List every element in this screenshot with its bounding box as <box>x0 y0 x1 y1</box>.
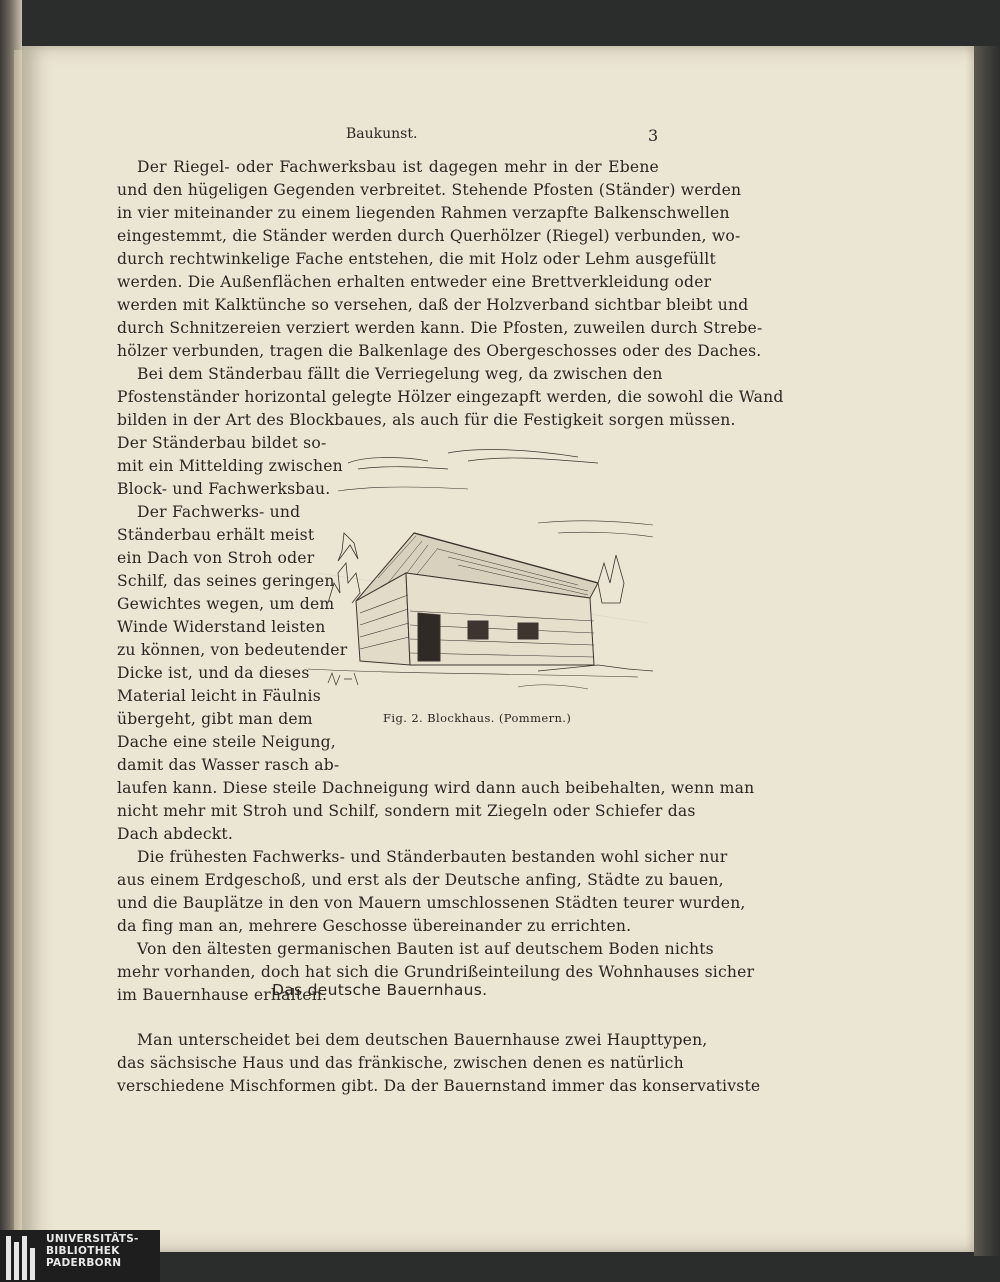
text-line: Dicke ist, und da dieses <box>117 664 310 682</box>
text-line: mehr vorhanden, doch hat sich die Grundrißeinteilung des Wohnhauses sicher <box>117 963 755 981</box>
text-line: damit das Wasser rasch ab- <box>117 756 340 774</box>
text-line: Schilf, das seines geringen <box>117 572 335 590</box>
text-line: Man unterscheidet bei dem deutschen Bauernhause zwei Haupttypen, <box>137 1031 708 1049</box>
text-line: zu können, von bedeutender <box>117 641 348 659</box>
text-line: Dach abdeckt. <box>117 825 234 843</box>
text-line: hölzer verbunden, tragen die Balkenlage des Obergeschosses oder des Daches. <box>117 342 762 360</box>
text-line: das sächsische Haus und das fränkische, zwischen denen es natürlich <box>117 1054 684 1072</box>
text-line: Die frühesten Fachwerks- und Ständerbauten bestanden wohl sicher nur <box>137 848 728 866</box>
blockhaus-illustration <box>298 433 658 703</box>
text-line: Material leicht in Fäulnis <box>117 687 321 705</box>
text-line: durch Schnitzereien verziert werden kann. Die Pfosten, zuweilen durch Strebe- <box>117 319 763 337</box>
text-line: Von den ältesten germanischen Bauten ist auf deutschem Boden nichts <box>137 940 714 958</box>
text-line: Pfostenständer horizontal gelegte Hölzer eingezapft werden, die sowohl die Wand <box>117 388 784 406</box>
text-line: nicht mehr mit Stroh und Schilf, sondern mit Ziegeln oder Schiefer das <box>117 802 696 820</box>
text-line: Block- und Fachwerksbau. <box>117 480 331 498</box>
section-heading: Das deutsche Bauernhaus. <box>272 981 488 999</box>
text-line: verschiedene Mischformen gibt. Da der Bauernstand immer das konservativste <box>117 1077 761 1095</box>
running-header: Baukunst. <box>346 126 418 142</box>
logo-line: BIBLIOTHEK <box>46 1245 120 1257</box>
text-line: Dache eine steile Neigung, <box>117 733 336 751</box>
text-line: übergeht, gibt man dem <box>117 710 313 728</box>
right-page-edge <box>974 46 1000 1256</box>
text-line: werden. Die Außenflächen erhalten entweder eine Brettverkleidung oder <box>117 273 712 291</box>
text-line: da fing man an, mehrere Geschosse übereinander zu errichten. <box>117 917 632 935</box>
text-line: Der Riegel- oder Fachwerksbau ist dagegen mehr in der Ebene <box>137 158 659 176</box>
text-line: und die Bauplätze in den von Mauern umschlossenen Städten teurer wurden, <box>117 894 746 912</box>
text-line: Bei dem Ständerbau fällt die Verriegelung weg, da zwischen den <box>137 365 663 383</box>
logo-line: PADERBORN <box>46 1257 122 1269</box>
text-line: Der Fachwerks- und <box>137 503 301 521</box>
text-line: eingestemmt, die Ständer werden durch Querhölzer (Riegel) verbunden, wo- <box>117 227 741 245</box>
text-line: im Bauernhause erhalten. <box>117 986 328 1004</box>
text-line: Ständerbau erhält meist <box>117 526 315 544</box>
text-line: mit ein Mittelding zwischen <box>117 457 343 475</box>
logo-line: UNIVERSITÄTS- <box>46 1233 139 1245</box>
text-line: aus einem Erdgeschoß, und erst als der Deutsche anfing, Städte zu bauen, <box>117 871 724 889</box>
text-line: Der Ständerbau bildet so- <box>117 434 327 452</box>
text-line: und den hügeligen Gegenden verbreitet. Stehende Pfosten (Ständer) werden <box>117 181 742 199</box>
library-logo-text <box>46 1233 139 1269</box>
text-line: durch rechtwinkelige Fache entstehen, die mit Holz oder Lehm ausgefüllt <box>117 250 716 268</box>
text-line: in vier miteinander zu einem liegenden Rahmen verzapfte Balkenschwellen <box>117 204 730 222</box>
text-line: bilden in der Art des Blockbaues, als auch für die Festigkeit sorgen müssen. <box>117 411 736 429</box>
text-line: werden mit Kalktünche so versehen, daß der Holzverband sichtbar bleibt und <box>117 296 749 314</box>
page-number: 3 <box>648 126 659 145</box>
figure-caption: Fig. 2. Blockhaus. (Pommern.) <box>383 711 572 725</box>
text-line: laufen kann. Diese steile Dachneigung wird dann auch beibehalten, wenn man <box>117 779 755 797</box>
text-line: ein Dach von Stroh oder <box>117 549 315 567</box>
text-line: Gewichtes wegen, um dem <box>117 595 335 613</box>
text-line: Winde Widerstand leisten <box>117 618 326 636</box>
